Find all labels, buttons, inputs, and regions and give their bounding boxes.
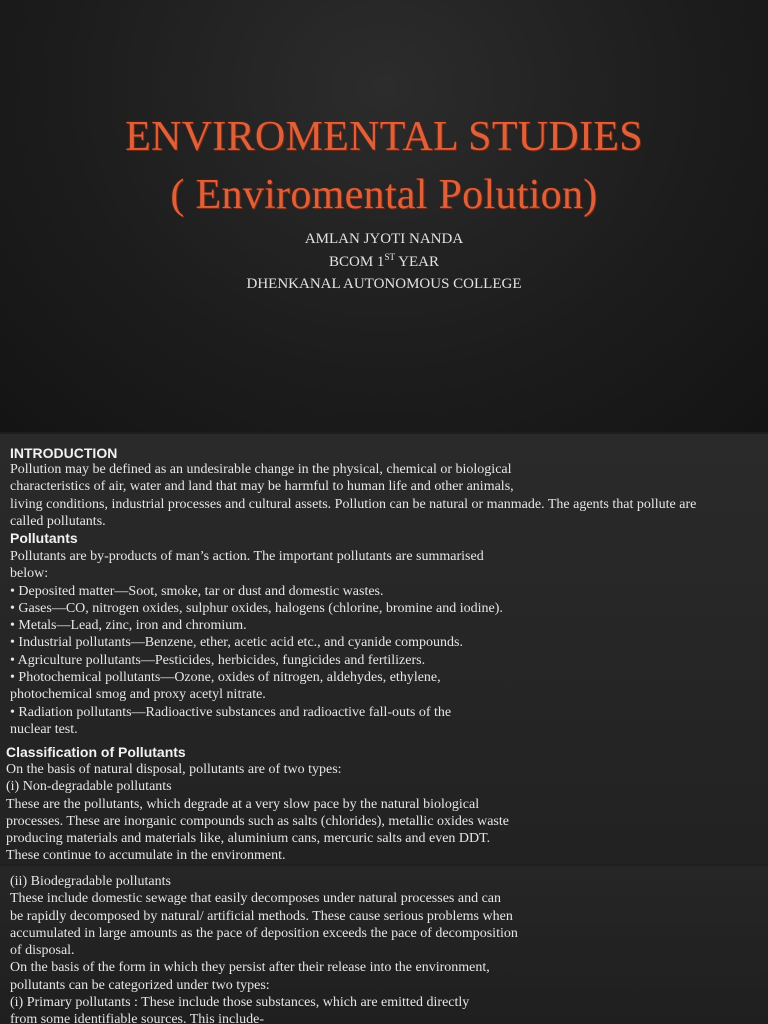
content-slide-2 xyxy=(0,866,768,1024)
classification-line: processes. These are inorganic compounds such as salts (chlorides), metallic oxides waste xyxy=(6,813,509,829)
list-item: • Metals—Lead, zinc, iron and chromium. xyxy=(10,618,247,634)
list-item: • Gases—CO, nitrogen oxides, sulphur oxides, halogens (chlorine, bromine and iodine). xyxy=(10,600,503,616)
intro-paragraph xyxy=(10,461,696,530)
pollutants-line: Pollutants are by-products of man’s action. The important pollutants are summarised xyxy=(10,549,484,564)
classification-heading: Classification of Pollutants xyxy=(6,744,186,760)
byline xyxy=(0,228,768,296)
classification-line: These are the pollutants, which degrade at a very slow pace by the natural biological xyxy=(6,796,480,812)
list-item: photochemical smog and proxy acetyl nitrate. xyxy=(10,687,266,703)
course-year xyxy=(0,251,768,274)
classification-paragraph xyxy=(6,761,509,864)
slide3-line: On the basis of the form in which they persist after their release into the environment, xyxy=(10,960,490,976)
list-item: • Agriculture pollutants—Pesticides, herbicides, fungicides and fertilizers. xyxy=(10,652,426,668)
list-item: • Industrial pollutants—Benzene, ether, acetic acid etc., and cyanide compounds. xyxy=(10,635,463,651)
slide3-paragraph xyxy=(10,873,518,1024)
list-item: nuclear test. xyxy=(10,721,78,737)
list-item: • Photochemical pollutants—Ozone, oxides of nitrogen, aldehydes, ethylene, xyxy=(10,670,441,686)
classification-line: These continue to accumulate in the environment. xyxy=(6,848,286,864)
title-slide xyxy=(0,0,768,432)
slide3-line: from some identifiable sources. This include- xyxy=(10,1012,265,1024)
course-suffix: YEAR xyxy=(394,253,439,270)
intro-line: Pollution may be defined as an undesirable change in the physical, chemical or biological xyxy=(10,462,512,477)
college-name: DHENKANAL AUTONOMOUS COLLEGE xyxy=(246,276,522,292)
classification-line: producing materials and materials like, aluminium cans, mercuric salts and even DDT. xyxy=(6,831,491,847)
content-slide-1 xyxy=(0,434,768,864)
intro-heading: INTRODUCTION xyxy=(10,445,118,461)
pollutants-list xyxy=(10,548,503,738)
slide3-line: of disposal. xyxy=(10,943,75,959)
intro-line: characteristics of air, water and land that may be harmful to human life and other animals, xyxy=(10,479,514,495)
title-line-2: ( Enviromental Polution) xyxy=(170,172,598,218)
classification-line: (i) Non-degradable pollutants xyxy=(6,779,172,795)
intro-line: living conditions, industrial processes and cultural assets. Pollution can be natural or manmade. The agents that pollute are xyxy=(10,496,697,512)
slide3-line: pollutants can be categorized under two types: xyxy=(10,977,270,993)
pollutants-heading: Pollutants xyxy=(10,530,78,546)
list-item: • Deposited matter—Soot, smoke, tar or dust and domestic wastes. xyxy=(10,583,384,599)
author-name: AMLAN JYOTI NANDA xyxy=(304,231,464,247)
slide3-line: These include domestic sewage that easily decomposes under natural processes and can xyxy=(10,891,501,907)
classification-line: On the basis of natural disposal, pollutants are of two types: xyxy=(6,762,342,777)
course-superscript: ST xyxy=(384,251,395,262)
slide3-line: (i) Primary pollutants : These include those substances, which are emitted directly xyxy=(10,995,470,1011)
course-prefix: BCOM 1 xyxy=(329,253,385,270)
slide-title xyxy=(0,108,768,224)
title-line-1: ENVIROMENTAL STUDIES xyxy=(125,114,643,160)
slide3-line: be rapidly decomposed by natural/ artificial methods. These cause serious problems when xyxy=(10,908,513,924)
intro-line: called pollutants. xyxy=(10,513,106,529)
slide3-line: (ii) Biodegradable pollutants xyxy=(10,874,171,889)
list-item: • Radiation pollutants—Radioactive substances and radioactive fall-outs of the xyxy=(10,704,452,720)
pollutants-line: below: xyxy=(10,566,49,582)
slide3-line: accumulated in large amounts as the pace of deposition exceeds the pace of decomposition xyxy=(10,925,518,941)
